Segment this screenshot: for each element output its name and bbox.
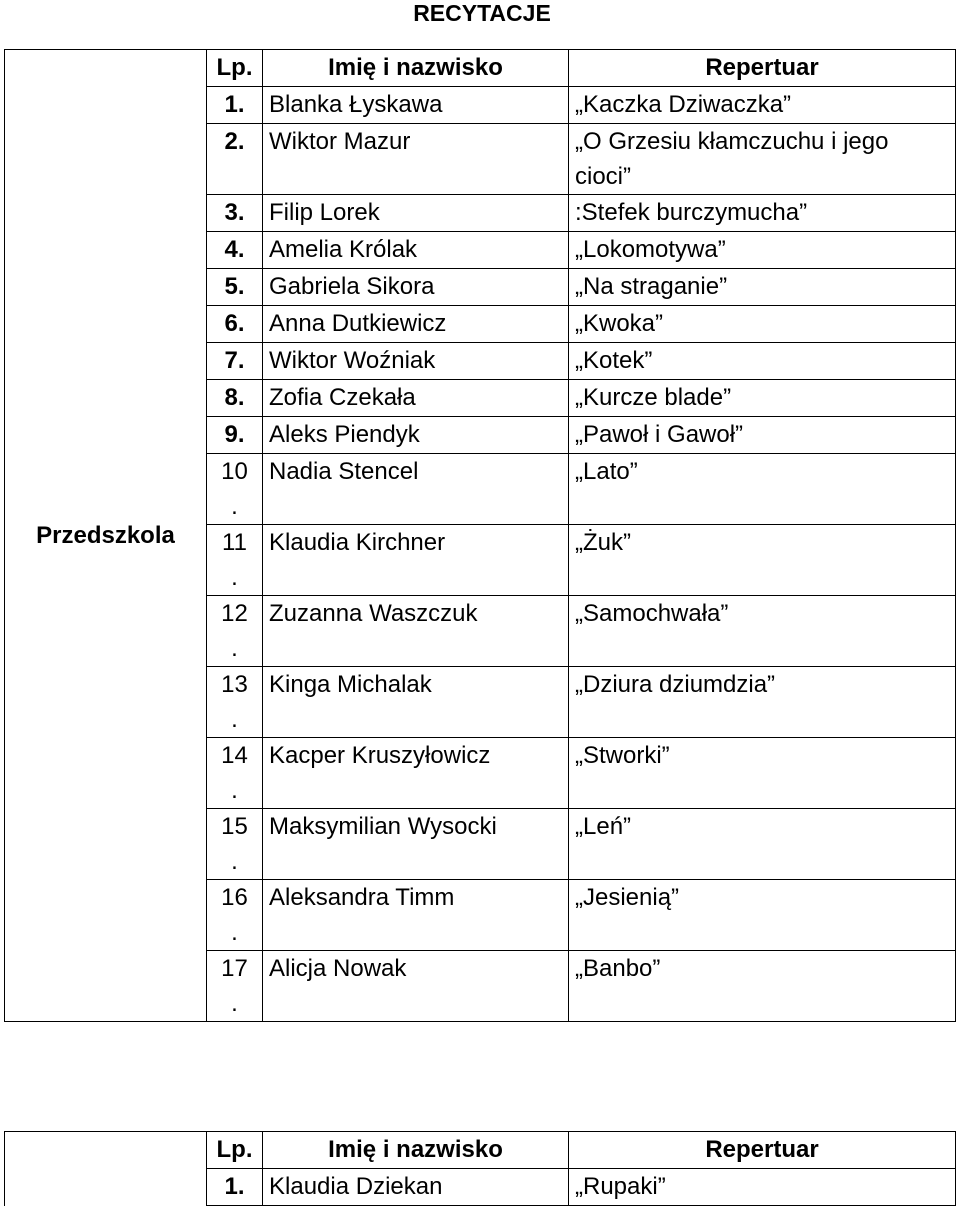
row-lp: 9.: [207, 417, 263, 454]
second-header-repertoire: Repertuar: [569, 1132, 956, 1169]
row-repertoire: „Kwoka”: [569, 306, 956, 343]
row-repertoire: „Na straganie”: [569, 269, 956, 306]
row-lp: 11 .: [207, 525, 263, 596]
row-repertoire: „Żuk”: [569, 525, 956, 596]
row-lp: 7.: [207, 343, 263, 380]
row-name: Zofia Czekała: [263, 380, 569, 417]
row-lp: 3.: [207, 195, 263, 232]
row-name: Zuzanna Waszczuk: [263, 596, 569, 667]
row-name: Anna Dutkiewicz: [263, 306, 569, 343]
row-name: Amelia Królak: [263, 232, 569, 269]
row-name: Kinga Michalak: [263, 667, 569, 738]
second-header-name: Imię i nazwisko: [263, 1132, 569, 1169]
row-name: Gabriela Sikora: [263, 269, 569, 306]
row-lp: 17 .: [207, 951, 263, 1022]
row-repertoire: „Leń”: [569, 809, 956, 880]
row-repertoire: „Lokomotywa”: [569, 232, 956, 269]
row-repertoire: :Stefek burczymucha”: [569, 195, 956, 232]
row-repertoire: „Lato”: [569, 454, 956, 525]
row-repertoire: „Pawoł i Gawoł”: [569, 417, 956, 454]
row-lp: 5.: [207, 269, 263, 306]
second-category-cell: [5, 1132, 207, 1206]
header-lp: Lp.: [207, 50, 263, 87]
row-name: Maksymilian Wysocki: [263, 809, 569, 880]
row-lp: 6.: [207, 306, 263, 343]
second-table-header-row: [5, 1132, 956, 1169]
header-name: Imię i nazwisko: [263, 50, 569, 87]
row-name: Aleks Piendyk: [263, 417, 569, 454]
row-lp: 10 .: [207, 454, 263, 525]
row-name: Klaudia Kirchner: [263, 525, 569, 596]
row-repertoire: „Dziura dziumdzia”: [569, 667, 956, 738]
row-repertoire: „O Grzesiu kłamczuchu i jego cioci”: [569, 124, 956, 195]
row-name: Blanka Łyskawa: [263, 87, 569, 124]
category-cell: Przedszkola: [5, 50, 207, 1022]
row-name: Aleksandra Timm: [263, 880, 569, 951]
page-title: RECYTACJE: [413, 0, 551, 26]
row-lp: 4.: [207, 232, 263, 269]
row-lp: 15 .: [207, 809, 263, 880]
row-lp: 14 .: [207, 738, 263, 809]
row-lp: 13 .: [207, 667, 263, 738]
row-lp: 12 .: [207, 596, 263, 667]
row-lp: 2.: [207, 124, 263, 195]
row-name: Wiktor Woźniak: [263, 343, 569, 380]
row-repertoire: „Rupaki”: [569, 1169, 956, 1206]
row-name: Kacper Kruszyłowicz: [263, 738, 569, 809]
row-name: Alicja Nowak: [263, 951, 569, 1022]
row-repertoire: „Samochwała”: [569, 596, 956, 667]
row-lp: 1.: [207, 87, 263, 124]
row-repertoire: „Stworki”: [569, 738, 956, 809]
row-repertoire: „Kaczka Dziwaczka”: [569, 87, 956, 124]
row-lp: 8.: [207, 380, 263, 417]
row-name: Klaudia Dziekan: [263, 1169, 569, 1206]
row-name: Filip Lorek: [263, 195, 569, 232]
row-repertoire: „Jesienią”: [569, 880, 956, 951]
row-lp: 1.: [207, 1169, 263, 1206]
row-repertoire: „Banbo”: [569, 951, 956, 1022]
row-repertoire: „Kurcze blade”: [569, 380, 956, 417]
recitations-table: [4, 49, 956, 1022]
table-header-row: [5, 50, 956, 87]
row-name: Nadia Stencel: [263, 454, 569, 525]
header-repertoire: Repertuar: [569, 50, 956, 87]
row-name: Wiktor Mazur: [263, 124, 569, 195]
row-repertoire: „Kotek”: [569, 343, 956, 380]
second-recitations-table: [4, 1131, 956, 1206]
row-lp: 16 .: [207, 880, 263, 951]
second-header-lp: Lp.: [207, 1132, 263, 1169]
